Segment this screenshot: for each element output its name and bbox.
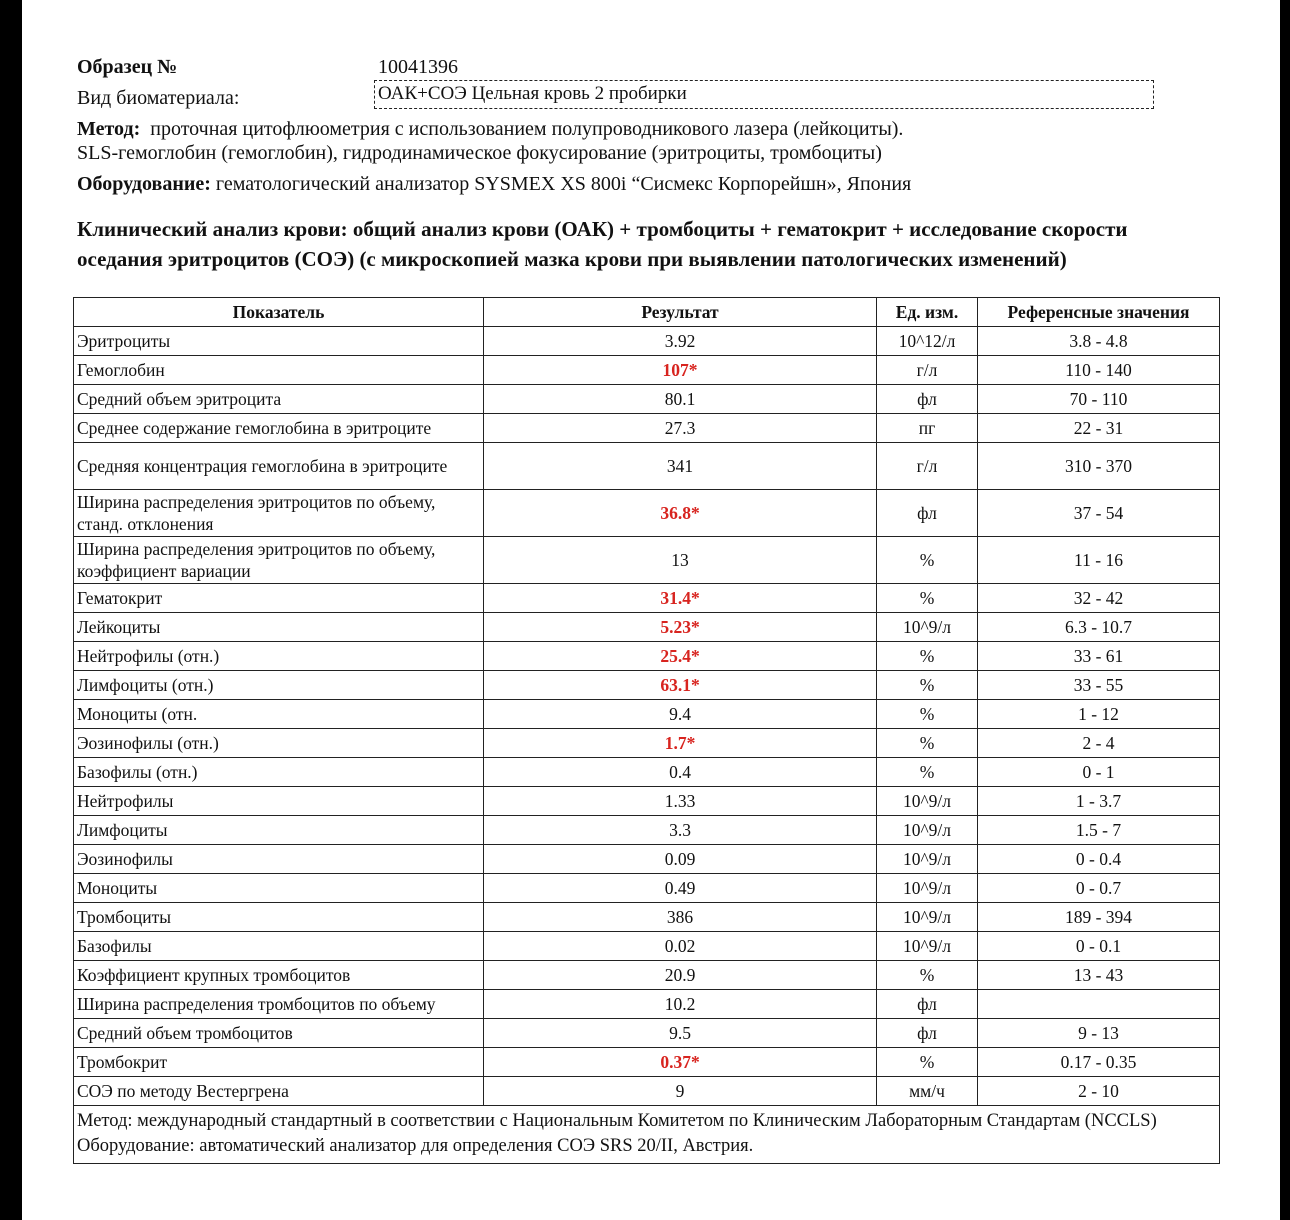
header-indicator: Показатель — [74, 298, 484, 327]
cell-reference: 3.8 - 4.8 — [978, 327, 1220, 356]
biomaterial-value: ОАК+СОЭ Цельная кровь 2 пробирки — [374, 80, 1154, 109]
table-body — [74, 327, 1220, 1106]
table-row — [74, 990, 1220, 1019]
cell-reference: 189 - 394 — [978, 903, 1220, 932]
table-row — [74, 414, 1220, 443]
cell-indicator: Лимфоциты (отн.) — [74, 671, 484, 700]
cell-indicator: Базофилы — [74, 932, 484, 961]
table-row — [74, 1048, 1220, 1077]
cell-result: 107* — [484, 356, 877, 385]
cell-result: 63.1* — [484, 671, 877, 700]
cell-indicator: Гемоглобин — [74, 356, 484, 385]
table-row — [74, 537, 1220, 584]
cell-indicator: Ширина распределения тромбоцитов по объему — [74, 990, 484, 1019]
cell-indicator: Среднее содержание гемоглобина в эритроците — [74, 414, 484, 443]
cell-unit: % — [877, 1048, 978, 1077]
cell-result: 80.1 — [484, 385, 877, 414]
cell-reference: 11 - 16 — [978, 537, 1220, 584]
cell-unit: фл — [877, 1019, 978, 1048]
cell-unit: фл — [877, 385, 978, 414]
footer-equipment: Оборудование: автоматический анализатор для определения СОЭ SRS 20/II, Австрия. — [77, 1136, 754, 1156]
cell-reference: 2 - 10 — [978, 1077, 1220, 1106]
cell-unit: 10^9/л — [877, 874, 978, 903]
cell-reference: 0 - 1 — [978, 758, 1220, 787]
cell-reference — [978, 990, 1220, 1019]
cell-result: 31.4* — [484, 584, 877, 613]
cell-result: 13 — [484, 537, 877, 584]
cell-unit: % — [877, 961, 978, 990]
sample-number-label: Образец № — [77, 56, 178, 78]
table-footer-row — [74, 1106, 1220, 1164]
table-row — [74, 787, 1220, 816]
table-row — [74, 816, 1220, 845]
cell-reference: 33 - 61 — [978, 642, 1220, 671]
cell-indicator: Коэффициент крупных тромбоцитов — [74, 961, 484, 990]
method-text-1: проточная цитофлюометрия с использованием полупроводникового лазера (лейкоциты). — [150, 118, 904, 140]
table-footer — [74, 1106, 1220, 1164]
table-row — [74, 584, 1220, 613]
cell-unit: 10^9/л — [877, 903, 978, 932]
cell-indicator: Ширина распределения эритроцитов по объему, коэффициент вариации — [74, 537, 484, 584]
table-header-row — [74, 298, 1220, 327]
cell-unit: мм/ч — [877, 1077, 978, 1106]
cell-reference: 2 - 4 — [978, 729, 1220, 758]
sample-number-value: 10041396 — [378, 56, 458, 78]
cell-indicator: Эритроциты — [74, 327, 484, 356]
cell-reference: 37 - 54 — [978, 490, 1220, 537]
biomaterial-label: Вид биоматериала: — [77, 87, 240, 109]
cell-result: 0.37* — [484, 1048, 877, 1077]
cell-reference: 0.17 - 0.35 — [978, 1048, 1220, 1077]
cell-result: 0.09 — [484, 845, 877, 874]
table-row — [74, 327, 1220, 356]
cell-unit: 10^9/л — [877, 932, 978, 961]
cell-reference: 0 - 0.1 — [978, 932, 1220, 961]
header-unit: Ед. изм. — [877, 298, 978, 327]
table-row — [74, 874, 1220, 903]
cell-unit: % — [877, 671, 978, 700]
results-table — [73, 297, 1220, 1164]
cell-reference: 33 - 55 — [978, 671, 1220, 700]
header-reference: Референсные значения — [978, 298, 1220, 327]
cell-result: 3.3 — [484, 816, 877, 845]
cell-reference: 6.3 - 10.7 — [978, 613, 1220, 642]
cell-unit: 10^9/л — [877, 613, 978, 642]
report-title: Клинический анализ крови: общий анализ крови (ОАК) + тромбоциты + гематокрит + исследование скорости оседания эритроцитов (СОЭ) (с микроскопией мазка крови при выявлении патологических изменений) — [77, 217, 1128, 271]
cell-indicator: Эозинофилы — [74, 845, 484, 874]
cell-unit: фл — [877, 490, 978, 537]
table-row — [74, 903, 1220, 932]
cell-result: 9.4 — [484, 700, 877, 729]
cell-unit: % — [877, 758, 978, 787]
cell-result: 1.7* — [484, 729, 877, 758]
equipment-value: гематологический анализатор SYSMEX XS 800i “Сисмекс Корпорейшн», Япония — [215, 173, 912, 195]
right-edge-bar — [1280, 0, 1290, 1220]
cell-unit: фл — [877, 990, 978, 1019]
cell-unit: 10^9/л — [877, 845, 978, 874]
cell-result: 10.2 — [484, 990, 877, 1019]
table-row — [74, 961, 1220, 990]
cell-result: 1.33 — [484, 787, 877, 816]
table-row — [74, 700, 1220, 729]
cell-unit: % — [877, 642, 978, 671]
cell-indicator: Базофилы (отн.) — [74, 758, 484, 787]
cell-result: 3.92 — [484, 327, 877, 356]
table-row — [74, 845, 1220, 874]
cell-indicator: Лимфоциты — [74, 816, 484, 845]
cell-unit: % — [877, 537, 978, 584]
cell-result: 36.8* — [484, 490, 877, 537]
method-line-1 — [77, 117, 903, 141]
cell-unit: 10^12/л — [877, 327, 978, 356]
cell-reference: 310 - 370 — [978, 443, 1220, 490]
equipment-label: Оборудование: — [77, 173, 211, 195]
cell-result: 20.9 — [484, 961, 877, 990]
cell-reference: 13 - 43 — [978, 961, 1220, 990]
cell-unit: % — [877, 700, 978, 729]
table-row — [74, 385, 1220, 414]
cell-unit: 10^9/л — [877, 816, 978, 845]
table-row — [74, 758, 1220, 787]
cell-reference: 70 - 110 — [978, 385, 1220, 414]
cell-result: 386 — [484, 903, 877, 932]
cell-result: 27.3 — [484, 414, 877, 443]
cell-indicator: Средний объем эритроцита — [74, 385, 484, 414]
cell-result: 9 — [484, 1077, 877, 1106]
cell-result: 0.49 — [484, 874, 877, 903]
cell-indicator: Моноциты — [74, 874, 484, 903]
cell-indicator: Тромбокрит — [74, 1048, 484, 1077]
cell-indicator: Средний объем тромбоцитов — [74, 1019, 484, 1048]
table-row — [74, 1077, 1220, 1106]
cell-reference: 9 - 13 — [978, 1019, 1220, 1048]
cell-indicator: Нейтрофилы (отн.) — [74, 642, 484, 671]
cell-indicator: Средняя концентрация гемоглобина в эритроците — [74, 443, 484, 490]
table-row — [74, 932, 1220, 961]
footer-method: Метод: международный стандартный в соответствии с Национальным Комитетом по Клиническим Лабораторным Стандартам (NCCLS) — [77, 1111, 1157, 1131]
table-row — [74, 729, 1220, 758]
cell-reference: 110 - 140 — [978, 356, 1220, 385]
cell-indicator: Тромбоциты — [74, 903, 484, 932]
cell-unit: г/л — [877, 356, 978, 385]
cell-result: 341 — [484, 443, 877, 490]
table-row — [74, 1019, 1220, 1048]
cell-reference: 0 - 0.7 — [978, 874, 1220, 903]
cell-indicator: Лейкоциты — [74, 613, 484, 642]
cell-result: 0.4 — [484, 758, 877, 787]
cell-indicator: Моноциты (отн. — [74, 700, 484, 729]
cell-indicator: Гематокрит — [74, 584, 484, 613]
cell-unit: г/л — [877, 443, 978, 490]
cell-unit: % — [877, 584, 978, 613]
cell-reference: 1.5 - 7 — [978, 816, 1220, 845]
table-row — [74, 613, 1220, 642]
cell-unit: пг — [877, 414, 978, 443]
table-row — [74, 490, 1220, 537]
cell-reference: 32 - 42 — [978, 584, 1220, 613]
cell-reference: 1 - 3.7 — [978, 787, 1220, 816]
cell-result: 9.5 — [484, 1019, 877, 1048]
cell-reference: 22 - 31 — [978, 414, 1220, 443]
equipment-line — [77, 172, 911, 196]
cell-result: 5.23* — [484, 613, 877, 642]
cell-unit: 10^9/л — [877, 787, 978, 816]
cell-indicator: Нейтрофилы — [74, 787, 484, 816]
cell-indicator: Ширина распределения эритроцитов по объему, станд. отклонения — [74, 490, 484, 537]
cell-reference: 0 - 0.4 — [978, 845, 1220, 874]
cell-indicator: СОЭ по методу Вестергрена — [74, 1077, 484, 1106]
left-edge-bar — [0, 0, 22, 1220]
method-label: Метод: — [77, 118, 141, 140]
table-row — [74, 356, 1220, 385]
table-row — [74, 642, 1220, 671]
cell-result: 0.02 — [484, 932, 877, 961]
cell-reference: 1 - 12 — [978, 700, 1220, 729]
cell-result: 25.4* — [484, 642, 877, 671]
header-result: Результат — [484, 298, 877, 327]
cell-indicator: Эозинофилы (отн.) — [74, 729, 484, 758]
cell-unit: % — [877, 729, 978, 758]
table-row — [74, 671, 1220, 700]
table-row — [74, 443, 1220, 490]
method-line-2: SLS-гемоглобин (гемоглобин), гидродинамическое фокусирование (эритроциты, тромбоциты) — [77, 142, 882, 164]
